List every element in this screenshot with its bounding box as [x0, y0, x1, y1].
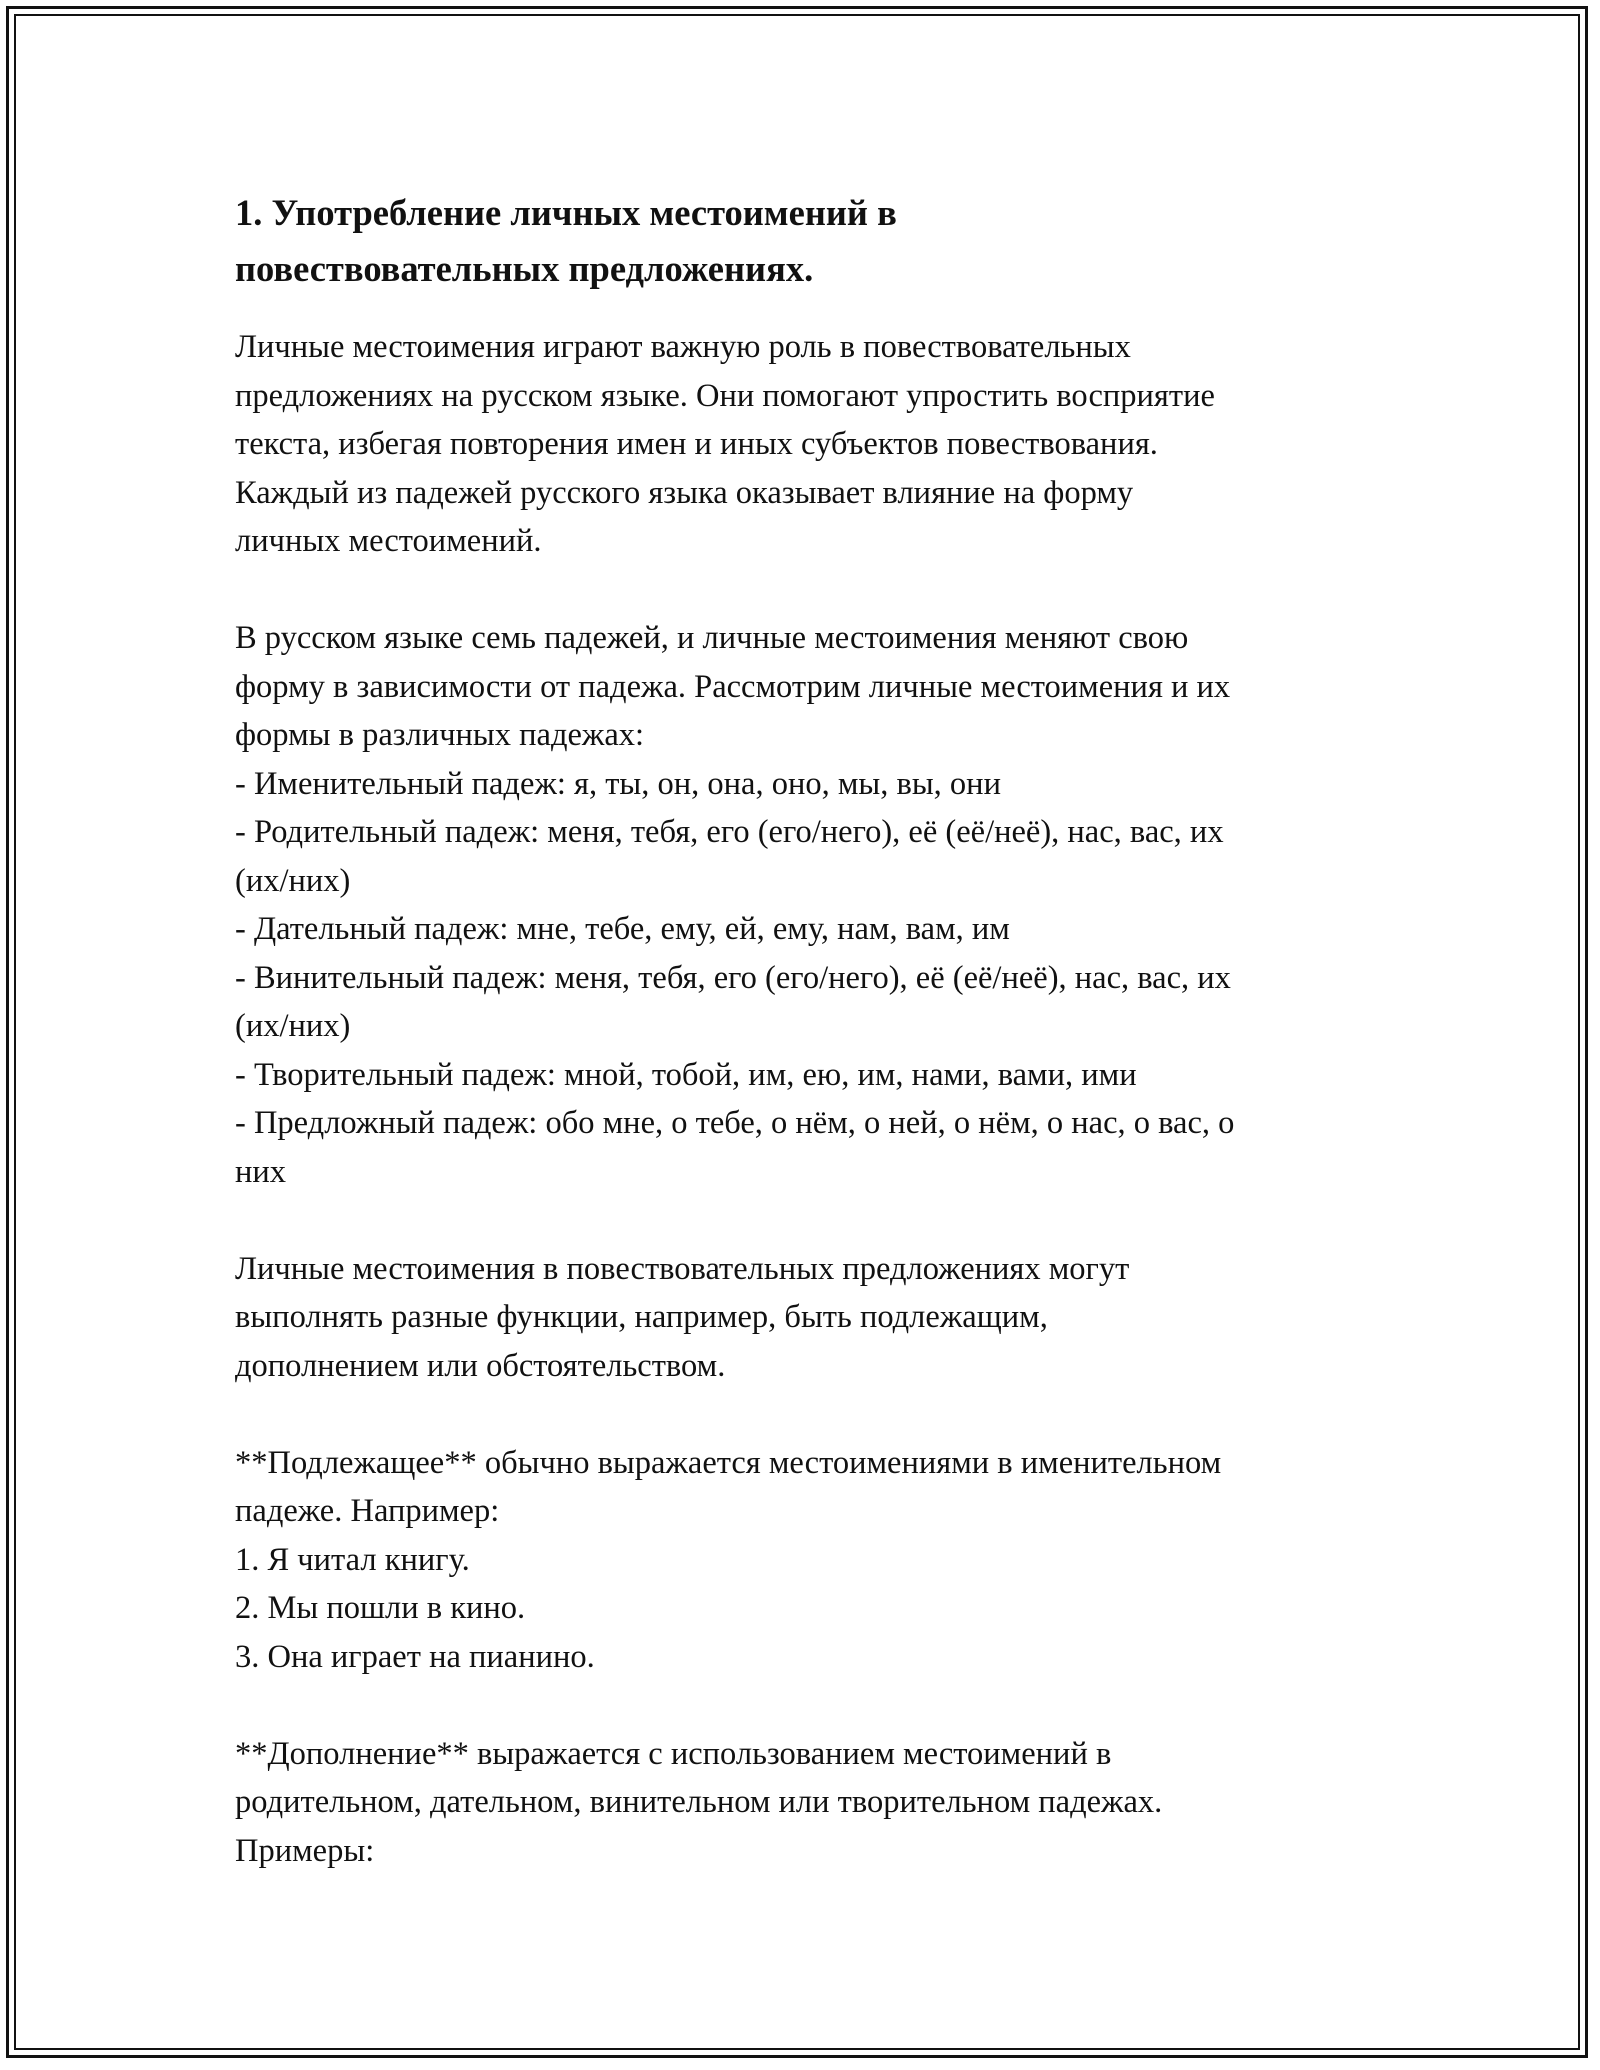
text-line: текста, избегая повторения имен и иных субъектов повествования. [235, 426, 1158, 462]
case-list-item: - Предложный падеж: обо мне, о тебе, о нём, о ней, о нём, о нас, о вас, о [235, 1105, 1235, 1141]
text-line: Примеры: [235, 1832, 375, 1869]
text-line: предложениях на русском языке. Они помогают упростить восприятие [235, 377, 1215, 414]
text-line: выполнять разные функции, например, быть подлежащим, [235, 1299, 1048, 1335]
case-list-item: - Винительный падеж: меня, тебя, его (его/него), её (её/неё), нас, вас, их [235, 959, 1231, 996]
paragraph-spacer [235, 1390, 1385, 1439]
case-list-item: - Творительный падеж: мной, тобой, им, ею, им, нами, вами, ими [235, 1056, 1137, 1093]
case-list-item-continuation: (их/них) [235, 862, 351, 899]
text-line: **Дополнение** выражается с использованием местоимений в [235, 1735, 1112, 1772]
case-list-item: - Родительный падеж: меня, тебя, его (его/него), её (её/неё), нас, вас, их [235, 814, 1224, 850]
case-list-item-continuation: них [235, 1153, 287, 1190]
document-title [235, 185, 1385, 297]
text-line: личных местоимений. [235, 523, 542, 559]
title-line: 1. Употребление личных местоимений в [235, 192, 897, 233]
example-item: 1. Я читал книгу. [235, 1541, 470, 1578]
paragraph-object [235, 1730, 1385, 1876]
paragraph-spacer [235, 566, 1385, 615]
case-list-item: - Дательный падеж: мне, тебе, ему, ей, ему, нам, вам, им [235, 911, 1010, 947]
text-line: родительном, дательном, винительном или творительном падежах. [235, 1784, 1163, 1820]
text-line: падеже. Например: [235, 1493, 500, 1529]
paragraph-spacer [235, 1196, 1385, 1245]
document-body [235, 185, 1385, 1875]
text-line: Личные местоимения в повествовательных предложениях могут [235, 1250, 1130, 1287]
paragraph-intro [235, 323, 1385, 566]
text-line: формы в различных падежах: [235, 717, 645, 753]
text-line: Личные местоимения играют важную роль в повествовательных [235, 329, 1131, 365]
text-line: В русском языке семь падежей, и личные местоимения меняют свою [235, 620, 1189, 656]
paragraph-functions [235, 1245, 1385, 1391]
example-item: 2. Мы пошли в кино. [235, 1590, 526, 1626]
text-line: форму в зависимости от падежа. Рассмотрим личные местоимения и их [235, 668, 1231, 705]
text-line: дополнением или обстоятельством. [235, 1347, 726, 1384]
paragraph-cases [235, 614, 1385, 1196]
case-list-item: - Именительный падеж: я, ты, он, она, оно, мы, вы, они [235, 765, 1001, 802]
case-list-item-continuation: (их/них) [235, 1008, 351, 1044]
title-line: повествовательных предложениях. [235, 248, 814, 289]
text-line: **Подлежащее** обычно выражается местоимениями в именительном [235, 1444, 1222, 1481]
paragraph-spacer [235, 1681, 1385, 1730]
paragraph-subject [235, 1439, 1385, 1682]
example-item: 3. Она играет на пианино. [235, 1638, 595, 1675]
text-line: Каждый из падежей русского языка оказывает влияние на форму [235, 474, 1134, 511]
